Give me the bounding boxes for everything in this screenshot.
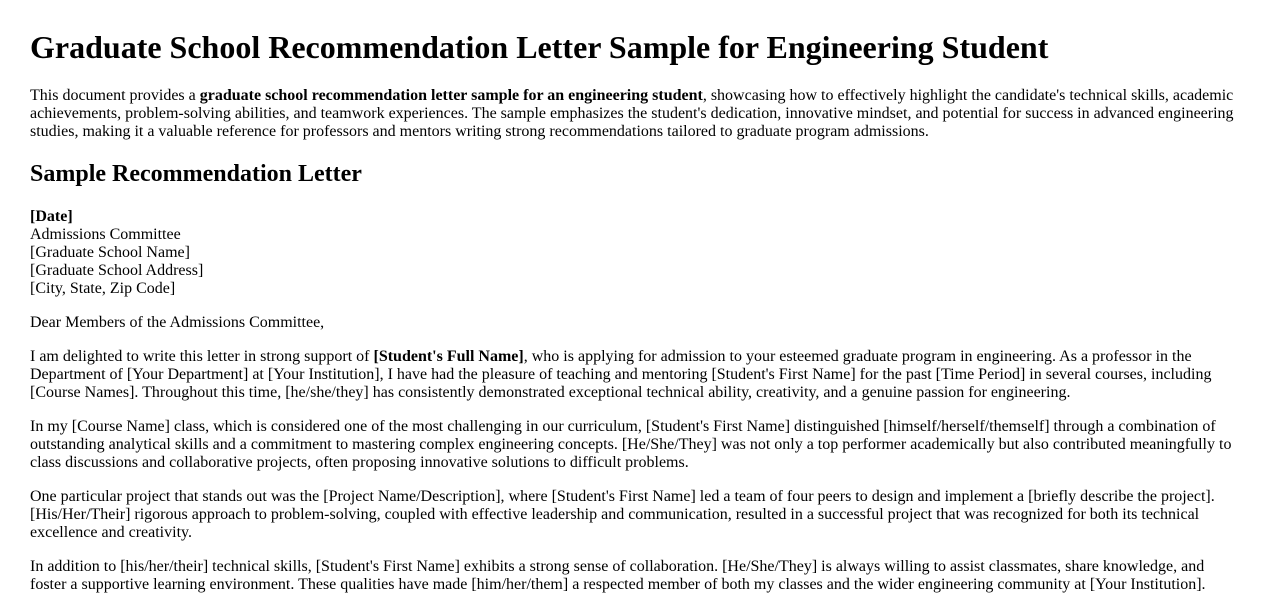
letter-body [30,348,1243,594]
document-title: Graduate School Recommendation Letter Sample for Engineering Student [30,29,1049,65]
intro-paragraph [30,87,1243,141]
recipient-address-block [30,208,1243,298]
text-run: In my [Course Name] class, which is considered one of the most challenging in our curriculum, [Student's First Name] distinguished [himself/herself/themself] through a combination of outstanding analytical skills and a commitment to mastering complex engineering concepts. [He/She/They] was not only a top performer academically but also contributed meaningfully to class discussions and collaborative projects, often proposing innovative solutions to difficult problems. [30,418,1232,471]
text-run: [City, State, Zip Code] [30,280,176,297]
section-heading: Sample Recommendation Letter [30,161,362,187]
text-run: , who is applying for admission to your esteemed graduate program in engineering. As a professor in the Department of [Your Department] at [Your Institution], I have had the pleasure of teaching and mentoring [Student's First Name] for the past [Time Period] in several courses, including [Course Names]. Throughout this time, [he/she/they] has consistently demonstrated exceptional technical ability, creativity, and a genuine passion for engineering. [30,348,1212,401]
text-run: Admissions Committee [30,226,181,243]
letter-paragraph [30,418,1243,472]
text-run: In addition to [his/her/their] technical skills, [Student's First Name] exhibits a strong sense of collaboration. [He/She/They] is always willing to assist classmates, share knowledge, and foster a supportive learning environment. These qualities have made [him/her/them] a respected member of both my classes and the wider engineering community at [Your Institution]. [30,558,1206,593]
bold-text-run: [Date] [30,208,73,225]
text-run: One particular project that stands out was the [Project Name/Description], where [Student's First Name] led a team of four peers to design and implement a [briefly describe the project]. [His/Her/Their] rigorous approach to problem-solving, coupled with effective leadership and communication, resulted in a successful project that was recognized for both its technical excellence and creativity. [30,488,1215,541]
bold-text-run: [Student's Full Name] [373,348,524,365]
bold-text-run: graduate school recommendation letter sample for an engineering student [199,87,703,104]
text-run: [Graduate School Address] [30,262,204,279]
text-run: This document provides a [30,87,200,104]
salutation: Dear Members of the Admissions Committee, [30,314,325,331]
text-run: I am delighted to write this letter in strong support of [30,348,374,365]
text-run: , showcasing how to effectively highlight the candidate's technical skills, academic achievements, problem-solving abilities, and teamwork experiences. The sample emphasizes the student's dedication, innovative mindset, and potential for success in advanced engineering studies, making it a valuable reference for professors and mentors writing strong recommendations tailored to graduate program admissions. [30,87,1234,140]
letter-paragraph [30,348,1243,402]
letter-paragraph [30,558,1243,594]
letter-paragraph [30,488,1243,542]
text-run: [Graduate School Name] [30,244,190,261]
